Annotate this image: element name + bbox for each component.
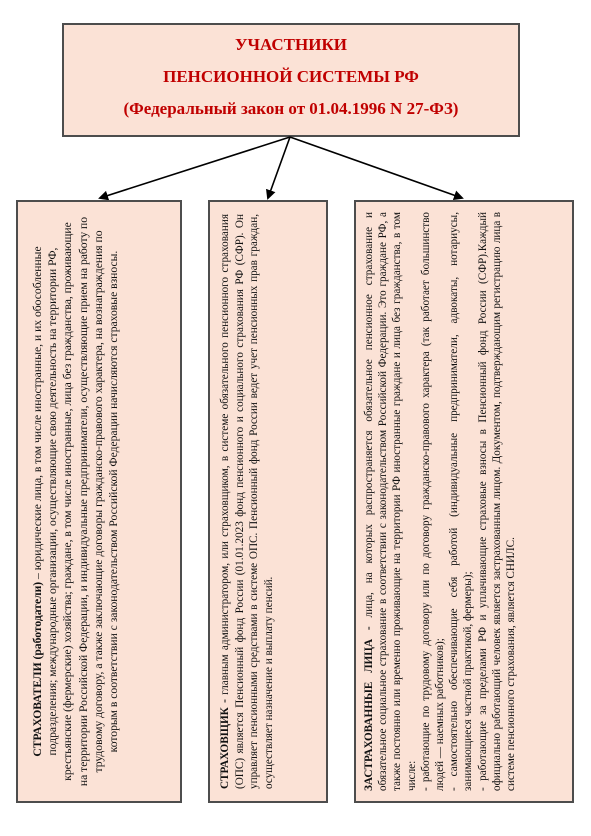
insurer-box	[208, 200, 328, 803]
arrow-to-insured	[290, 137, 462, 198]
insurer-term: СТРАХОВЩИК -	[219, 699, 231, 789]
insured-box	[354, 200, 574, 803]
insurers-box	[16, 200, 182, 803]
insurers-description: – юридические лица, в том числе иностранные, и их обособленные подразделения; международные организации, осуществляющие свою деятельность на территории РФ, крестьянские (фермерские) хозяйства; граждане, в том числе иностранные, лица без гражданства, проживающие на территории Российской Федерации, и индивидуальные предприниматели, осуществляющие прием на работу по трудовому договору, а также заключающие договоры гражданско-правового характера, на вознаграждения по которым в соответствии с законодательством Российской Федерации начисляются страховые взносы.	[31, 216, 121, 787]
insurers-term: СТРАХОВАТЕЛИ (работодатели)	[31, 581, 44, 757]
title-line-3: (Федеральный закон от 01.04.1996 N 27-ФЗ)	[123, 99, 459, 118]
insured-description: лица, на которых распространяется обязательное пенсионное страхование и обязательное социальное страхование в соответствии с законодательством Российской Федерации. Это граждане РФ, а также постоянно или временно проживающие на территории РФ иностранные граждане и лица без гражданства, в том числе:	[363, 212, 418, 791]
arrow-to-insurer	[268, 137, 290, 198]
insurer-text	[210, 202, 326, 801]
title-line-2: ПЕНСИОННОЙ СИСТЕМЫ РФ	[163, 67, 419, 86]
insured-item: - самостоятельно обеспечивающие себя работой (индивидуальные предприниматели, адвокаты, нотариусы, занимающиеся частной практикой, фермеры);	[448, 212, 475, 791]
insurers-text	[18, 202, 180, 801]
insured-term: ЗАСТРАХОВАННЫЕ ЛИЦА -	[363, 626, 375, 791]
arrow-to-insurers	[100, 137, 290, 198]
insurer-description: главным администратором, или страховщиком, в системе обязательного пенсионного страхования (ОПС) является Пенсионный фонд России (01.01.2023 фонд пенсионного и социального страхования РФ (СФР). Он управляет пенсионными средствами в системе ОПС. Пенсионный фонд России ведет учет пенсионных прав граждан, осуществляет назначение и выплату пенсий.	[219, 214, 275, 789]
insured-text	[356, 202, 572, 801]
insured-item: - работающие по трудовому договору или по договору гражданско-правового характера (так работает большинство людей — наемных работников);	[419, 212, 447, 791]
insured-item: - работающие за пределами РФ и уплачивающие страховые взносы в Пенсионный фонд России (СФР).Каждый официально работающий человек является застрахованным лицом. Документом, подтверждающим регистрацию лица в системе пенсионного страхования, является СНИЛС.	[476, 212, 518, 791]
title-line-1: УЧАСТНИКИ	[235, 35, 347, 54]
